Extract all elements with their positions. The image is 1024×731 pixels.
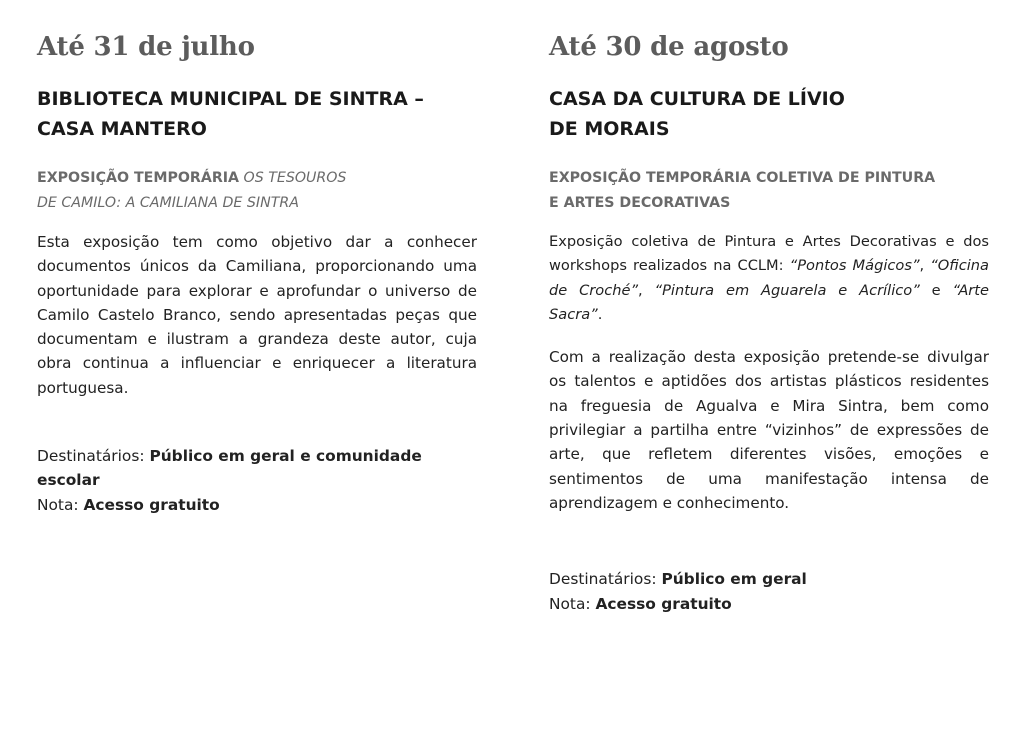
- separator: e: [919, 281, 953, 299]
- event-column-left: [37, 32, 477, 517]
- subtitle-line-1: EXPOSIÇÃO TEMPORÁRIA COLETIVA DE PINTURA: [549, 170, 936, 186]
- audience-value: Público em geral: [661, 570, 807, 589]
- subtitle-line-1: [37, 166, 477, 191]
- event-column-right: [549, 32, 989, 616]
- note-label: Nota:: [37, 495, 79, 514]
- audience-label: Destinatários:: [549, 570, 657, 589]
- venue-line-1: BIBLIOTECA MUNICIPAL DE SINTRA –: [37, 88, 424, 110]
- venue-line-2: CASA MANTERO: [37, 118, 207, 140]
- subtitle-type: EXPOSIÇÃO TEMPORÁRIA: [37, 170, 240, 186]
- event-venue: [37, 84, 477, 144]
- note-value: Acesso gratuito: [83, 495, 220, 514]
- event-date: Até 30 de agosto: [549, 32, 789, 62]
- note-line: [37, 493, 477, 517]
- event-description: [549, 230, 989, 327]
- event-date: Até 31 de julho: [37, 32, 255, 62]
- separator: ,: [638, 281, 655, 299]
- audience-line: [549, 567, 989, 591]
- separator: ,: [919, 257, 931, 275]
- workshop-name: “Arte Sacra”: [549, 281, 989, 323]
- subtitle-title-part1: OS TESOUROS: [243, 170, 347, 186]
- event-info: [37, 444, 477, 517]
- note-label: Nota:: [549, 594, 591, 613]
- event-venue: [549, 84, 989, 144]
- workshop-name: “Pontos Mágicos”: [789, 257, 920, 275]
- note-line: [549, 592, 989, 616]
- event-subtitle: [37, 166, 477, 216]
- workshop-name: “Pintura em Aguarela e Acrílico”: [654, 281, 920, 299]
- event-description: Esta exposição tem como objetivo dar a conhecer documentos únicos da Camiliana, proporcionando uma oportunidade para explorar e aprofundar o universo de Camilo Castelo Branco, sendo apresentadas peças que documentam e ilustram a grandeza deste autor, cuja obra continua a influenciar e enriquecer a literatura portuguesa.: [37, 233, 477, 397]
- sentence-end: .: [597, 305, 603, 323]
- note-value: Acesso gratuito: [595, 594, 732, 613]
- audience-line: [37, 444, 477, 493]
- venue-line-2: DE MORAIS: [549, 118, 670, 140]
- audience-value: Público em geral e comunidade escolar: [37, 447, 422, 490]
- venue-line-1: CASA DA CULTURA DE LÍVIO: [549, 88, 845, 110]
- event-subtitle: [549, 166, 989, 216]
- description-intro: Exposição coletiva de Pintura e Artes Decorativas e dos workshops realizados na CCLM:: [549, 233, 989, 275]
- event-info: [549, 567, 989, 616]
- subtitle-title-part2: DE CAMILO: A CAMILIANA DE SINTRA: [37, 195, 299, 211]
- event-purpose: Com a realização desta exposição pretende-se divulgar os talentos e aptidões dos artistas plásticos residentes na freguesia de Agualva e Mira Sintra, bem como privilegiar a partilha entre “vizinhos” de expressões de arte, que refletem diferentes visões, emoções e sentimentos de uma manifestação intensa de aprendizagem e conhecimento.: [549, 348, 989, 512]
- workshop-name: “Oficina de Croché”: [549, 257, 989, 299]
- audience-label: Destinatários:: [37, 447, 145, 466]
- subtitle-line-2: E ARTES DECORATIVAS: [549, 195, 731, 211]
